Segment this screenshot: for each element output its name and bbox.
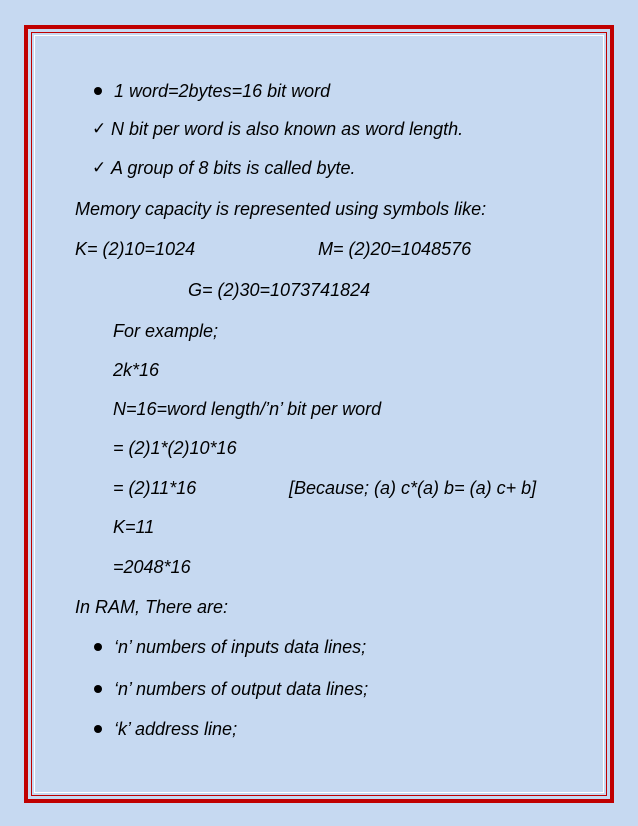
text-memory-capacity: Memory capacity is represented using symbols like: bbox=[75, 199, 487, 219]
text-in-ram: In RAM, There are: bbox=[75, 597, 229, 617]
bullet-icon bbox=[94, 685, 102, 693]
text-word-size: 1 word=2bytes=16 bit word bbox=[114, 81, 331, 101]
bullet-icon bbox=[94, 725, 102, 733]
check-mark-icon: ✓ bbox=[92, 119, 107, 138]
text-result: =2048*16 bbox=[113, 557, 191, 577]
text-2k16: 2k*16 bbox=[113, 360, 160, 380]
text-m-value: M= (2)20=1048576 bbox=[318, 239, 472, 259]
text-word-length: N bit per word is also known as word length. bbox=[111, 119, 464, 139]
text-byte-def: A group of 8 bits is called byte. bbox=[111, 158, 356, 178]
text-for-example: For example; bbox=[113, 321, 219, 341]
bullet-icon bbox=[94, 643, 102, 651]
bullet-icon bbox=[94, 87, 102, 95]
text-output-lines: ‘n’ numbers of output data lines; bbox=[114, 679, 369, 699]
text-k-value: K= (2)10=1024 bbox=[75, 239, 196, 259]
text-n-16: N=16=word length/’n’ bit per word bbox=[113, 399, 382, 419]
text-calc-2: = (2)11*16 bbox=[113, 478, 197, 498]
text-calc-1: = (2)1*(2)10*16 bbox=[113, 438, 237, 458]
text-input-lines: ‘n’ numbers of inputs data lines; bbox=[114, 637, 367, 657]
text-because: [Because; (a) c*(a) b= (a) c+ b] bbox=[289, 478, 537, 498]
check-mark-icon: ✓ bbox=[92, 158, 107, 177]
text-k-11: K=11 bbox=[113, 517, 155, 537]
text-address-line: ‘k’ address line; bbox=[114, 719, 238, 739]
text-g-value: G= (2)30=1073741824 bbox=[188, 280, 371, 300]
